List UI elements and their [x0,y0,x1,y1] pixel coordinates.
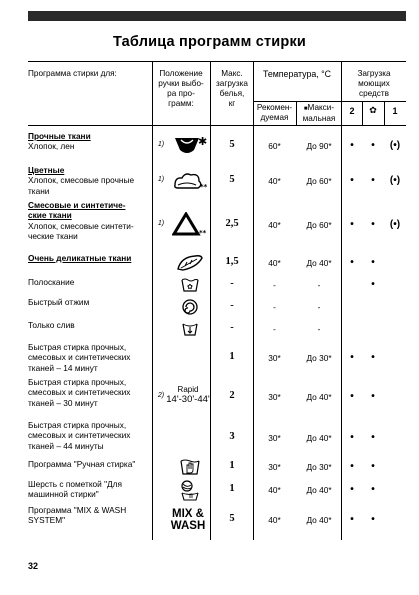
page-number: 32 [28,561,39,571]
recommended-temp: 30* [268,462,281,472]
detergent-mark: • [371,484,375,495]
handwash-icon [179,458,201,476]
mixwash-logo [165,508,211,532]
svg-text:**: ** [200,182,208,191]
program-fabric: Шерсть с пометкой "Для [28,479,122,489]
program-name [28,131,152,152]
header-temp-max-line: мальная [302,114,336,123]
detergent-mark: • [350,484,354,495]
program-category: Смесовые и синтетиче- [28,200,126,210]
program-name [28,320,152,330]
program-fabric: Быстрый отжим [28,297,90,307]
drain-icon [181,321,199,337]
detergent-mark: • [371,140,375,151]
rapid-selector [165,385,211,405]
recommended-temp: 40* [268,175,281,186]
recommended-temp: 40* [268,258,281,268]
max-load: - [230,322,234,333]
detergent-mark: (•) [389,174,401,186]
detergent-mark: (•) [389,218,401,230]
column-divider [362,101,363,125]
detergent-mark: • [350,174,354,186]
top-bar [28,11,406,21]
program-fabric: Хлопок, лен [28,141,75,152]
program-name [28,297,152,307]
max-load: 1 [229,460,235,471]
program-name [28,420,152,451]
max-temp: До 40* [306,258,332,268]
max-load: 1,5 [225,256,239,267]
column-divider [152,62,153,540]
detergent-mark: • [350,351,354,363]
program-fabric: тканей – 44 минуты [28,440,104,451]
max-temp: - [317,280,321,290]
max-temp: До 40* [306,485,332,495]
program-fabric: Хлопок, смесовые прочные [28,175,135,186]
header-load-line: кг [228,99,236,108]
header-knob-line: ручки выбо- [158,79,204,88]
footnote-marker: 1) [157,219,165,227]
program-fabric: Программа "Ручная стирка" [28,459,136,469]
detergent-mark: • [350,140,354,151]
header-detergent-line: Загрузка [357,69,391,78]
program-name [28,277,152,287]
header-load [211,69,253,109]
recommended-temp: 40* [268,515,281,525]
program-fabric: смесовых и синтетических [28,352,131,363]
detergent-mark: • [350,390,354,402]
program-fabric: машинной стирки" [28,489,99,500]
recommended-temp: - [273,324,276,334]
header-knob-line: грамм: [168,99,194,108]
max-load: - [230,299,234,311]
colour-icon [172,169,208,193]
header-temp-max [297,103,341,124]
max-load: 5 [229,139,235,150]
mixwash-line: WASH [170,520,206,532]
program-name [28,459,152,469]
header-temperature: Температура, °C [262,69,332,79]
header-compartment-2: 2 [349,106,355,116]
detergent-mark: • [371,351,375,363]
cotton-icon [172,134,208,158]
detergent-mark: • [350,218,354,230]
spin-icon [181,298,199,316]
header-compartment-1: 1 [392,106,398,116]
program-category: Прочные ткани [28,131,91,141]
detergent-mark: • [371,431,375,443]
header-program: Программа стирки для: [28,69,117,78]
detergent-mark: • [371,461,375,472]
max-temp: До 40* [306,432,332,443]
header-knob-line: ра про- [167,89,195,98]
column-divider [296,101,297,125]
program-symbol [178,479,202,506]
program-fabric: Полоскание [28,277,75,287]
detergent-mark: • [371,279,375,290]
program-category: ские ткани [28,210,72,221]
rapid-label: Rapid [177,384,199,394]
svg-text:✱: ✱ [198,135,208,148]
detergent-mark: • [350,461,354,472]
max-load: 3 [229,430,235,442]
detergent-mark: • [371,390,375,402]
max-temp: - [317,324,321,334]
program-name [28,479,152,500]
wool-icon [178,479,202,501]
recommended-temp: 60* [268,141,281,151]
recommended-temp: 40* [268,485,281,495]
table-top-rule [28,61,406,62]
header-load-line: Макс. [221,69,243,78]
max-load: 1 [229,350,235,362]
column-divider [384,101,385,125]
recommended-temp: 40* [268,219,281,230]
max-load: 1 [229,483,235,494]
header-detergent-line: средств [359,89,389,98]
header-subrule [253,101,406,102]
header-temp-recommended [253,103,296,123]
program-symbol [172,212,208,243]
max-temp: До 60* [306,175,332,186]
program-fabric: ткани [28,185,50,196]
program-fabric: SYSTEM" [28,515,66,526]
max-temp: - [317,301,321,312]
program-symbol [175,253,205,278]
max-load: 2 [229,389,235,401]
detergent-mark: • [371,218,375,230]
header-load-line: загрузка [216,79,248,88]
page-title: Таблица программ стирки [112,34,307,50]
svg-text:**: ** [199,228,207,237]
delicate-icon [175,253,205,273]
footnote-marker: 2) [157,391,165,399]
program-fabric: ческие ткани [28,231,78,242]
program-name [28,342,152,373]
header-detergent [341,69,407,99]
max-temp: До 40* [306,391,332,402]
max-load: 5 [229,173,235,185]
program-fabric: Быстрая стирка прочных, [28,420,127,430]
header-temp-max-text: Макси- [307,103,335,112]
header-bottom-rule [28,125,406,126]
detergent-mark: • [350,431,354,443]
rapid-times: 14'-30'-44' [166,393,210,405]
program-fabric: тканей – 30 минут [28,397,98,408]
program-name [28,200,152,242]
program-fabric: смесовых и синтетических [28,430,131,441]
max-temp: До 30* [306,352,332,363]
program-fabric: Программа "MIX & WASH [28,505,127,515]
detergent-mark: (•) [389,140,401,151]
program-name [28,377,152,408]
program-symbol [181,321,199,342]
program-symbol [180,277,200,298]
mixwash-line: MIX & [172,508,204,520]
program-symbol [181,298,199,321]
recommended-temp: 30* [268,352,281,363]
recommended-temp: - [273,280,276,290]
max-load: 2,5 [225,217,239,229]
header-temp-max-line [297,103,341,114]
program-fabric: Быстрая стирка прочных, [28,342,127,352]
program-name [28,505,152,526]
header-detergent-line: моющих [358,79,390,88]
detergent-mark: • [371,174,375,186]
program-fabric: смесовых и синтетических [28,387,131,398]
header-knob [152,69,210,109]
header-knob-line: Положение [159,69,203,78]
recommended-temp: 30* [268,432,281,443]
synthetic-icon [172,212,208,238]
square-icon: ■ [303,106,308,112]
program-fabric: Только слив [28,320,75,330]
program-symbol [179,458,201,481]
program-name [28,165,152,196]
program-symbol [172,134,208,163]
recommended-temp: - [273,301,276,312]
recommended-temp: 30* [268,391,281,402]
detergent-mark: • [350,514,354,525]
header-temp-rec-line: Рекомен- [256,103,293,112]
detergent-mark: • [350,257,354,268]
max-load: 5 [229,513,235,524]
footnote-marker: 1) [157,175,165,183]
detergent-mark: • [371,257,375,268]
footnote-marker: 1) [157,141,165,148]
program-fabric: Хлопок, смесовые синтети- [28,220,134,231]
max-temp: До 30* [306,462,332,472]
program-symbol [172,169,208,198]
max-temp: До 60* [306,219,332,230]
program-category: Цветные [28,165,65,175]
program-fabric: Быстрая стирка прочных, [28,377,127,387]
program-fabric: тканей – 14 минут [28,362,98,373]
header-temp-rec-line: дуемая [260,113,289,122]
max-temp: До 90* [306,141,332,151]
header-load-line: белья, [219,89,245,98]
max-load: - [230,278,234,289]
program-name [28,253,152,263]
rinse-icon [180,277,200,293]
svg-text:✿: ✿ [187,283,193,291]
detergent-mark: • [371,514,375,525]
max-temp: До 40* [306,515,332,525]
header-compartment-softener: ✿ [369,105,377,115]
program-category: Очень деликатные ткани [28,253,132,263]
